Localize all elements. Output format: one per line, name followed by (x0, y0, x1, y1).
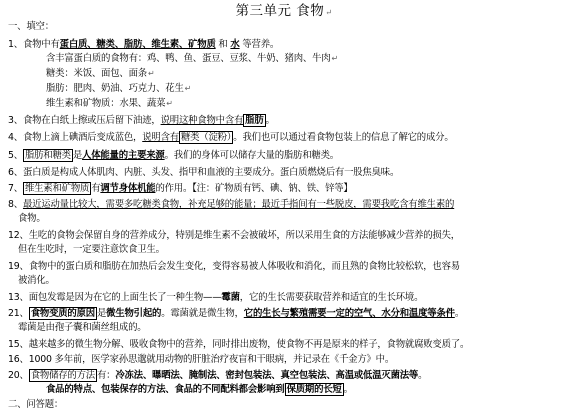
item-1-sugar-line: 糖类：米饭、面包、面条↵ (46, 68, 155, 79)
item-19-cont: 被消化。 (18, 275, 55, 286)
item-15: 15、越来越多的微生物分解、吸收食物中的营养，同时排出废物，使食物不再是原来的样子，食物就腐败变质了。 (8, 339, 470, 350)
item-3: 3、食物在白纸上擦或压后留下油迹，说明这种食物中含有 脂肪 。 (8, 115, 275, 126)
item-13: 13、面包发霉是因为在它的上面生长了一种生物——霉菌，它的生长需要获取营养和适宜的生长环境。 (8, 292, 424, 303)
item-16: 16、1000 多年前，医学家孙思邈就用动物的肝脏治疗夜盲和干眼病，并记录在《千金方》中。 (8, 354, 395, 365)
item-1: 1、食物中有蛋白质、糖类、脂肪、维生素、矿物质 和 水 等营养。 (8, 39, 280, 50)
section-1-heading: 一、填空： (8, 21, 54, 32)
item-6: 6、蛋白质是构成人体肌肉、内脏、头发、指甲和血液的主要成分。蛋白质燃烧后有一股焦臭味。 (8, 167, 400, 178)
item-1-fat-line: 脂肪：肥肉、奶油、巧克力、花生↵ (46, 83, 192, 94)
item-7: 7、 维生素和矿物质 有调节身体机能的作用。【注：矿物质有钙、碘、钠、铁、锌等】 (8, 183, 353, 194)
item-12-cont: 但在生吃时，一定要注意饮食卫生。 (18, 244, 165, 255)
item-8: 8、最近运动量比较大，需要多吃糖类食物，补充足够的能量；最近手指间有一些脱皮，需要我吃含有维生素的 (8, 199, 455, 210)
item-8-cont: 食物。 (18, 213, 46, 224)
item-1-vitamin-line: 维生素和矿物质：水果、蔬菜↵ (46, 98, 173, 109)
item-20: 20、 食物储存的方法 有：冷冻法、曝晒法、腌制法、密封包装法、真空包装法、高温或低温灭菌法等。 (8, 370, 428, 381)
page-title: 第三单元 食物↵ (235, 3, 333, 19)
item-4: 4、食物上滴上碘酒后变成蓝色，说明含有 糖类（淀粉） 。我们也可以通过看食物包装上的信息了解它的成分。 (8, 132, 454, 143)
item-21: 21、 食物变质的原因 是微生物引起的。霉菌就是微生物，它的生长与繁殖需要一定的空气、水分和温度等条件。 (8, 308, 464, 319)
item-5: 5、 脂肪和糖类 是人体能量的主要来源。我们的身体可以储存大量的脂肪和糖类。 (8, 150, 339, 161)
item-1-protein-line: 含丰富蛋白质的食物有：鸡、鸭、鱼、蛋豆、豆浆、牛奶、猪肉、牛肉↵ (46, 53, 338, 64)
item-12: 12、生吃的食物会保留自身的营养成分，特别是维生素不会被破坏，所以采用生食的方法能够减少营养的损失， (8, 230, 460, 241)
section-2-heading: 二、问答题： (8, 399, 64, 410)
item-20-cont: 食品的特点、包装保存的方法、食品的不同配料都会影响到 保质期的长短 。 (46, 384, 353, 395)
item-19: 19、食物中的蛋白质和脂肪在加热后会发生变化，变得容易被人体吸收和消化，而且熟的食物比较松软，也容易 (8, 261, 460, 272)
item-21-cont: 霉菌是由孢子囊和菌丝组成的。 (18, 322, 147, 333)
